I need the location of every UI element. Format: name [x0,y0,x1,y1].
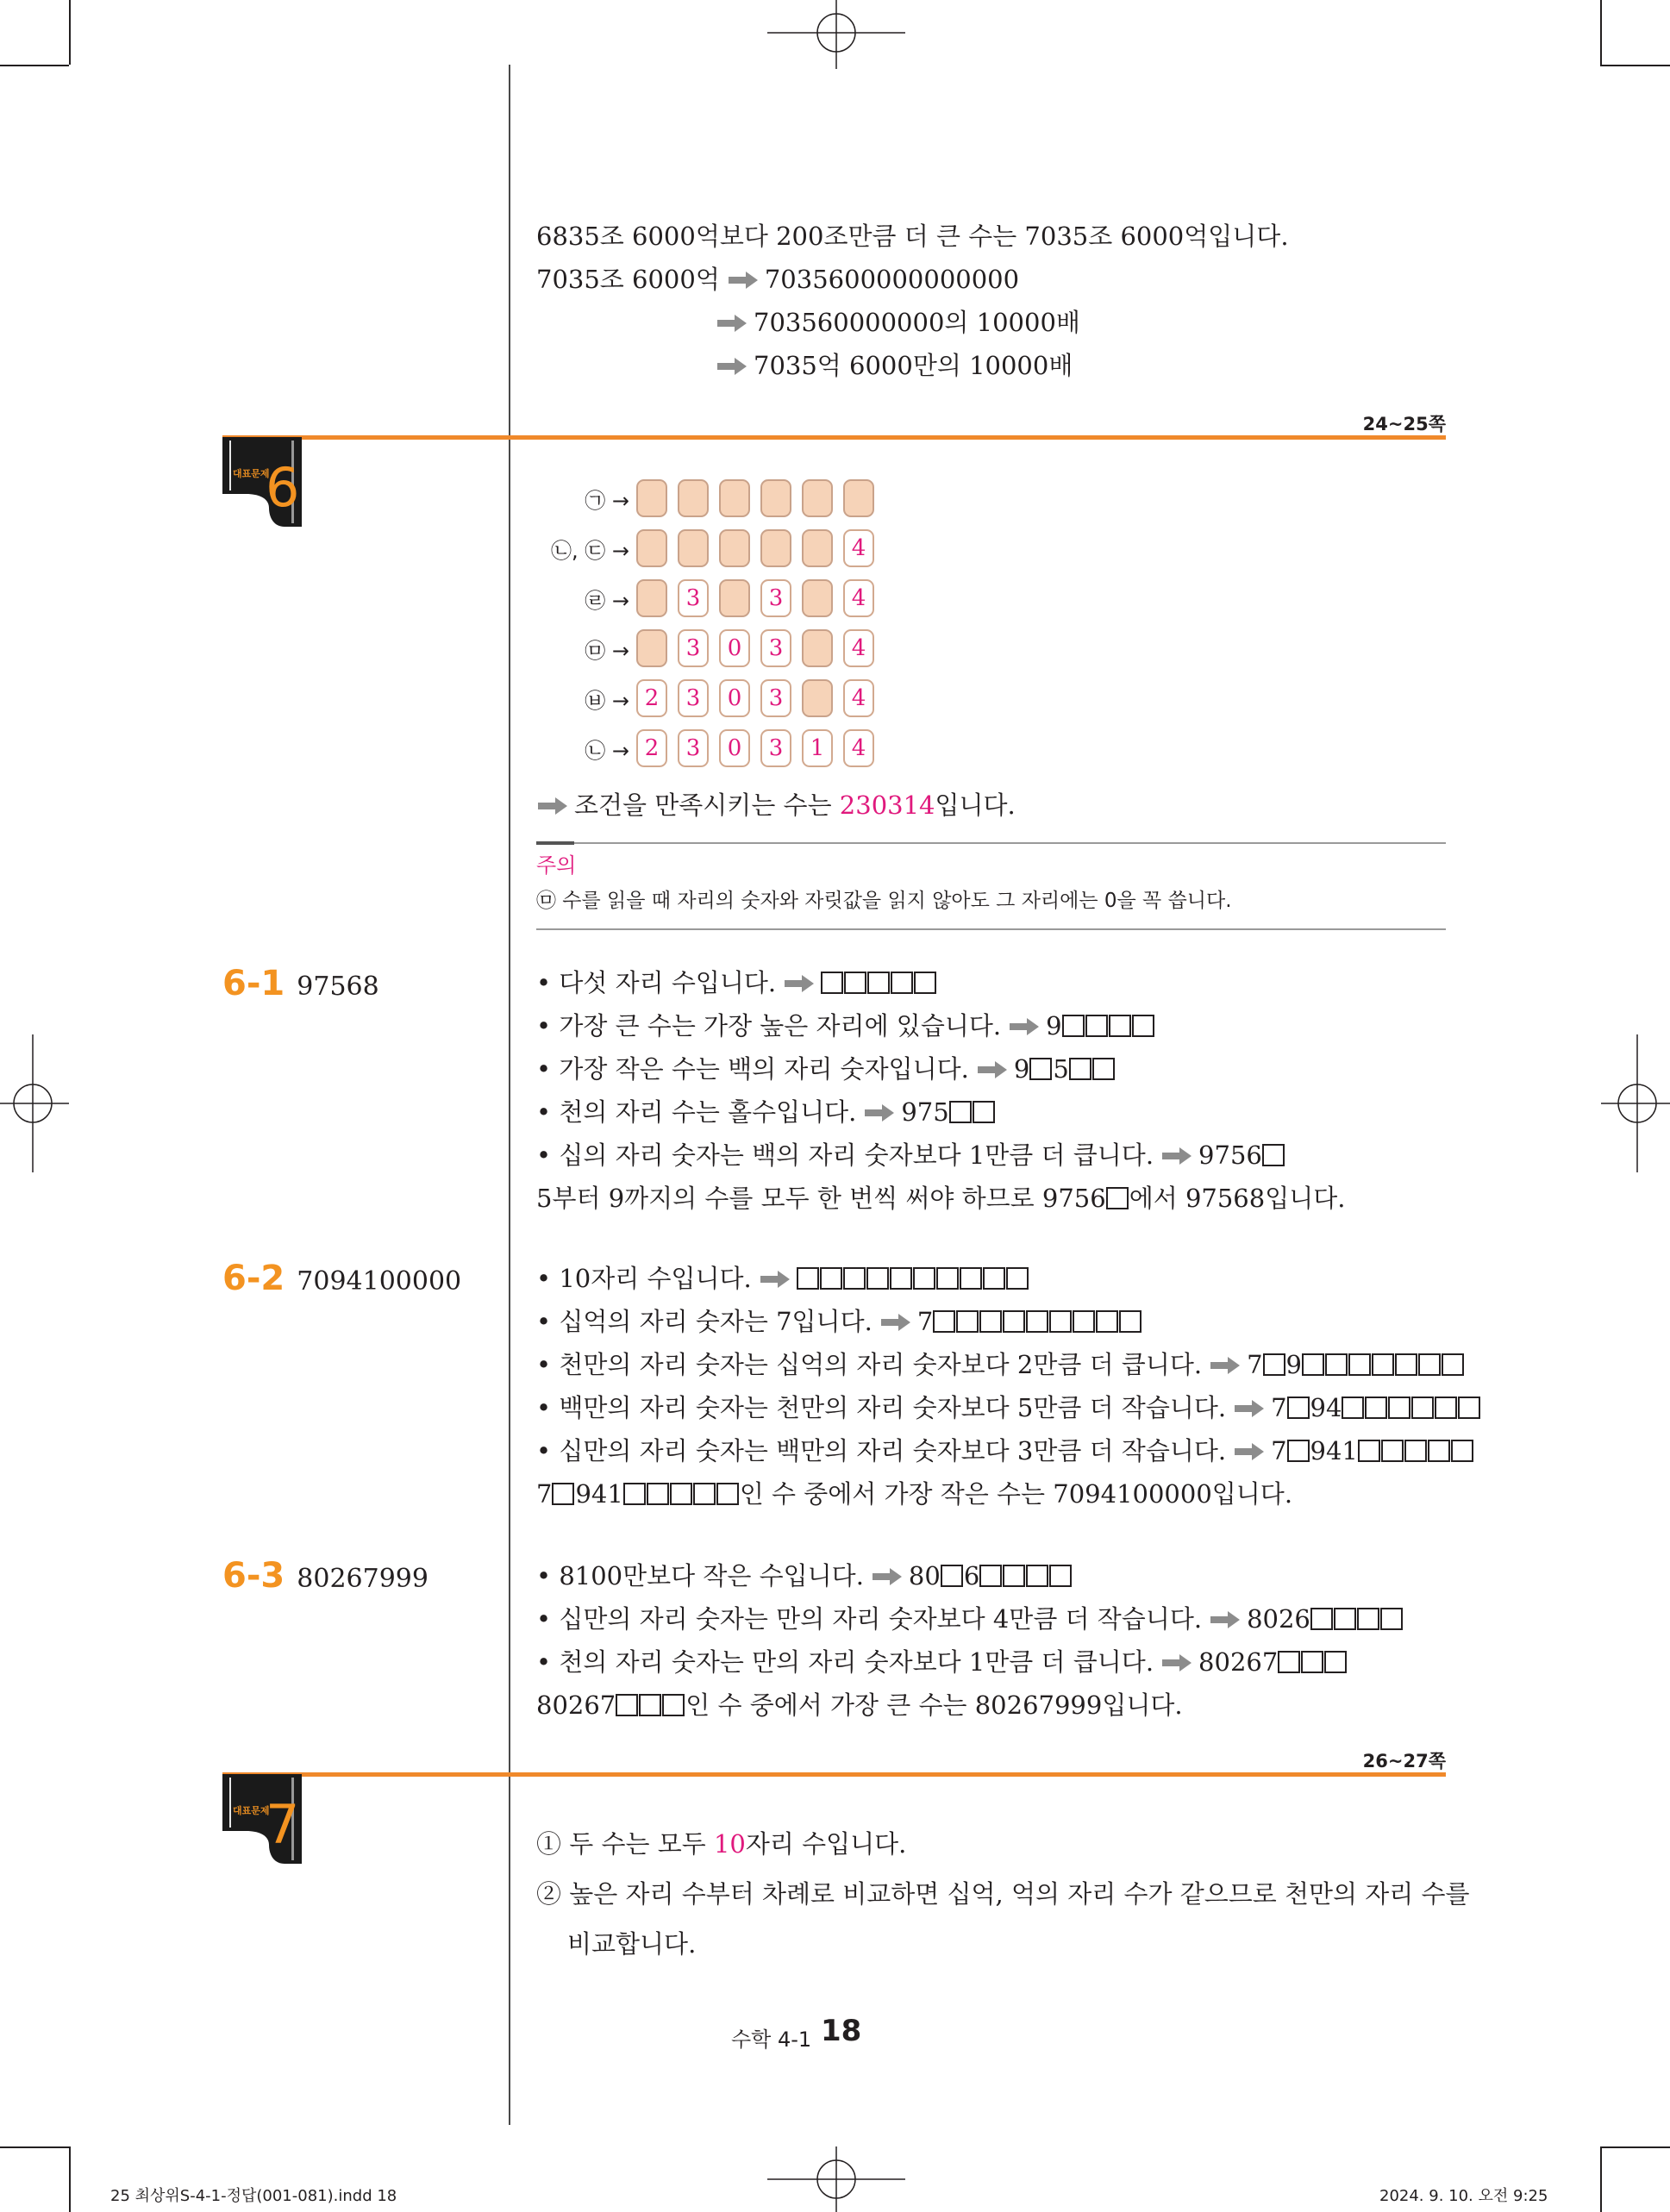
section7-item-2-line-1: ② 높은 자리 수부터 차례로 비교하면 십억, 억의 자리 수가 같으므로 천만의 자리 수를 [536,1879,1470,1909]
arrow-icon [879,1312,912,1333]
bullet-line [536,1140,1285,1170]
blank-box [1404,1440,1427,1462]
page-range-label: 24~25쪽 [1362,414,1446,434]
digit-cell [802,479,833,517]
digit-cell: 2 [636,679,667,717]
arrow-icon [783,973,816,994]
column-divider [509,65,510,2125]
grid-row [517,629,885,672]
digit-cell [678,529,709,567]
blank-box [1372,1353,1394,1376]
blank-box [936,1267,959,1290]
digit-cell: 4 [843,529,874,567]
blank-box [1106,1187,1129,1209]
crop-mark [0,65,69,66]
blank-box [1357,1608,1379,1630]
blank-box [1301,1651,1323,1673]
blank-box [1263,1353,1285,1376]
problem-6-1-label [222,964,379,1003]
result-prefix: 7 [1247,1350,1263,1379]
arrow-icon [863,1103,896,1123]
arrow-icon [1160,1146,1193,1166]
blank-box [949,1101,972,1123]
blank-box [1026,1565,1048,1587]
blank-box [1380,1608,1403,1630]
digit-cell: 4 [843,729,874,767]
blank-box [1026,1310,1048,1333]
summary-line [536,1690,1183,1720]
digit-cell: 3 [678,579,709,617]
blank-box [1325,1353,1348,1376]
registration-mark-top [767,0,905,69]
bullet-text: • 십만의 자리 숫자는 백만의 자리 숫자보다 3만큼 더 작습니다. [536,1436,1227,1465]
section7-item-1 [536,1829,906,1859]
arrow-icon [1209,1609,1242,1630]
result-prefix: 9 [1046,1011,1062,1040]
blank-box [1003,1310,1025,1333]
digit-cell [636,629,667,667]
blank-box [1049,1310,1072,1333]
blank-box [1342,1397,1364,1419]
bullet-text: • 천의 자리 숫자는 만의 자리 숫자보다 1만큼 더 큽니다. [536,1647,1154,1677]
note-top-rule [536,842,1446,844]
result-mid: 941 [1310,1436,1358,1465]
digit-cell: 3 [678,629,709,667]
blank-box [890,1267,912,1290]
crop-mark [1600,2146,1602,2212]
blank-box [844,972,866,994]
bullet-line [536,1350,1465,1379]
summary-line [536,1479,1292,1509]
badge-number: 7 [266,1793,300,1856]
intro-line-2 [536,265,1019,294]
blank-box [1435,1397,1457,1419]
section-rule [222,1772,1446,1777]
digit-cell [678,479,709,517]
digit-cell: 3 [678,679,709,717]
bullet-text: • 십억의 자리 숫자는 7입니다. [536,1307,873,1336]
blank-box [1278,1651,1300,1673]
badge-6 [222,437,305,534]
digit-cell [760,529,791,567]
bullet-line [536,1097,996,1127]
digit-cell [719,529,750,567]
digit-cell [843,479,874,517]
badge-7 [222,1774,305,1871]
bullet-line [536,1393,1481,1422]
bullet-text: • 다섯 자리 수입니다. [536,968,777,997]
item1-post: 자리 수입니다. [745,1829,907,1859]
result-mid: 9 [1285,1350,1302,1379]
blank-box [1096,1310,1118,1333]
blank-box [616,1694,638,1716]
conclusion-value: 230314 [839,790,935,820]
blank-box [867,972,890,994]
digit-cell [802,579,833,617]
item1-value: 10 [713,1829,746,1859]
blank-box [1451,1440,1473,1462]
bullet-line [536,1561,1073,1590]
grid-row [517,579,885,622]
result-mid: 6 [963,1561,980,1590]
bullet-line [536,1011,1155,1040]
grid-row-label: ㉡ → [585,738,629,763]
problem-number: 6-2 [222,1259,285,1298]
grid-row-label: ㉠ → [585,488,629,513]
result-prefix: 8026 [1247,1604,1310,1634]
registration-mark-bottom [767,2146,905,2212]
problem-number: 6-3 [222,1556,285,1596]
bullet-text: • 8100만보다 작은 수입니다. [536,1561,864,1590]
intro-line-3-text: 703560000000의 10000배 [754,308,1080,337]
section7-item-2-line-2: 비교합니다. [567,1929,697,1959]
blank-box [913,1267,935,1290]
digit-cell: 4 [843,679,874,717]
summary-post: 인 수 중에서 가장 작은 수는 7094100000입니다. [739,1479,1293,1509]
blank-box [1109,1015,1131,1037]
grid-row-label: ㉣ → [585,588,629,613]
problem-6-2-label [222,1259,461,1298]
summary-post: 인 수 중에서 가장 큰 수는 80267999입니다. [685,1690,1183,1720]
summary-line [536,1184,1345,1213]
digit-cell [719,479,750,517]
blank-box [1411,1397,1434,1419]
blank-box [1310,1608,1333,1630]
digit-cell: 4 [843,579,874,617]
blank-box [647,1483,669,1505]
arrow-icon [716,313,748,334]
note-title: 주의 [536,853,577,878]
arrow-icon [727,270,760,291]
grid-row-label: ㉤ → [585,638,629,663]
section6-conclusion [536,790,1016,820]
footer-page-number: 18 [821,2014,862,2048]
digit-cell: 3 [678,729,709,767]
blank-box [1442,1353,1464,1376]
result-prefix: 975 [901,1097,949,1127]
bullet-line [536,1647,1348,1677]
blank-box [1287,1397,1310,1419]
blank-box [1365,1397,1387,1419]
crop-mark [69,2146,71,2212]
blank-box [933,1310,955,1333]
blank-box [1302,1353,1324,1376]
result-prefix: 7 [1271,1436,1287,1465]
digit-cell: 1 [802,729,833,767]
digit-cell: 2 [636,729,667,767]
conclusion-pre: 조건을 만족시키는 수는 [574,790,840,820]
intro-line-4 [709,351,1073,380]
arrow-icon [1233,1441,1266,1462]
blank-box [1287,1440,1310,1462]
badge-label: 대표문제 [233,468,270,479]
blank-box [914,972,936,994]
bullet-line [536,1604,1404,1634]
blank-box [693,1483,716,1505]
blank-box [1003,1565,1025,1587]
blank-box [1395,1353,1417,1376]
bullet-text: • 천의 자리 수는 홀수입니다. [536,1097,857,1127]
bullet-line [536,1054,1116,1084]
arrow-icon [871,1566,904,1587]
summary-post: 에서 97568입니다. [1129,1184,1346,1213]
item1-pre: ① 두 수는 모두 [536,1829,714,1859]
summary-a: 7 [536,1479,553,1509]
blank-box [639,1694,661,1716]
blank-box [891,972,913,994]
blank-box [1334,1608,1356,1630]
problem-number: 6-1 [222,964,285,1003]
blank-box [1262,1144,1285,1166]
blank-box [1119,1310,1141,1333]
digit-cell: 3 [760,579,791,617]
blank-box [1358,1440,1380,1462]
blank-box [670,1483,692,1505]
note-rule-accent [536,841,574,845]
problem-answer: 80267999 [297,1564,428,1594]
digit-cell: 4 [843,629,874,667]
grid-row-label: ㉥ → [585,688,629,713]
bullet-line [536,1436,1474,1465]
blank-box [960,1267,982,1290]
blank-box [983,1267,1005,1290]
result-mid: 5 [1053,1054,1069,1084]
problem-6-3-label [222,1556,428,1596]
blank-box [979,1310,1002,1333]
blank-box [820,1267,842,1290]
blank-box [941,1565,963,1587]
digit-cell [760,479,791,517]
digit-cell: 0 [719,729,750,767]
blank-box [1324,1651,1347,1673]
blank-box [866,1267,889,1290]
digit-cell: 0 [719,629,750,667]
blank-box [1388,1397,1410,1419]
blank-box [716,1483,739,1505]
digit-cell: 0 [719,679,750,717]
note-bottom-rule [536,928,1446,930]
digit-cell [802,679,833,717]
digit-cell [636,529,667,567]
blank-box [1029,1058,1052,1080]
digit-cell [636,479,667,517]
intro-line-3 [709,308,1080,337]
grid-row-label: ㉡, ㉢ → [551,538,629,563]
bullet-line [536,968,937,997]
intro-line-4-text: 7035억 6000만의 10000배 [754,351,1073,380]
arrow-icon [536,796,569,816]
summary-pre: 5부터 9까지의 수를 모두 한 번씩 써야 하므로 9756 [536,1184,1106,1213]
footer-timestamp: 2024. 9. 10. 오전 9:25 [1379,2187,1548,2205]
crop-mark [69,0,71,65]
blank-box [1458,1397,1480,1419]
blank-box [973,1101,995,1123]
grid-row [517,529,885,572]
summary-b: 941 [575,1479,623,1509]
problem-answer: 97568 [297,972,379,1002]
blank-box [1381,1440,1404,1462]
intro-line-2-right: 7035600000000000 [764,265,1020,294]
blank-box [1418,1353,1441,1376]
digit-cell [802,629,833,667]
footer-file-info: 25 최상위S-4-1-정답(001-081).indd 18 [110,2187,397,2205]
crop-mark [1600,2146,1670,2148]
arrow-icon [976,1059,1009,1080]
blank-box [1062,1015,1085,1037]
blank-box [1085,1015,1108,1037]
arrow-icon [1160,1653,1193,1673]
digit-cell: 3 [760,629,791,667]
result-prefix: 7 [916,1307,934,1336]
crop-mark [0,2146,69,2148]
intro-line-1: 6835조 6000억보다 200조만큼 더 큰 수는 7035조 6000억입니다. [536,222,1289,251]
result-prefix: 80 [908,1561,941,1590]
grid-row [517,729,885,772]
bullet-text: • 10자리 수입니다. [536,1264,752,1293]
blank-box [1428,1440,1450,1462]
bullet-line [536,1307,1142,1336]
digit-cell: 3 [760,729,791,767]
blank-box [843,1267,866,1290]
bullet-text: • 가장 큰 수는 가장 높은 자리에 있습니다. [536,1011,1002,1040]
bullet-text: • 천만의 자리 숫자는 십억의 자리 숫자보다 2만큼 더 큽니다. [536,1350,1203,1379]
crop-mark [1600,65,1670,66]
conclusion-post: 입니다. [935,790,1016,820]
bullet-line [536,1264,1029,1293]
digit-cell [719,579,750,617]
blank-box [1132,1015,1154,1037]
blank-box [821,972,843,994]
badge-number: 6 [266,456,300,519]
page-range-label: 26~27쪽 [1362,1751,1446,1771]
blank-box [956,1310,979,1333]
intro-line-2-left: 7035조 6000억 [536,265,720,294]
section-rule [222,435,1446,440]
note-text: ㉤ 수를 읽을 때 자리의 숫자와 자릿값을 읽지 않아도 그 자리에는 0을 꼭 씁니다. [536,890,1232,912]
registration-mark-left [0,1034,69,1172]
digit-cell: 3 [760,679,791,717]
footer-subject: 수학 4-1 [731,2028,812,2052]
bullet-text: • 십의 자리 숫자는 백의 자리 숫자보다 1만큼 더 큽니다. [536,1140,1154,1170]
blank-box [662,1694,685,1716]
blank-box [552,1483,574,1505]
bullet-text: • 백만의 자리 숫자는 천만의 자리 숫자보다 5만큼 더 작습니다. [536,1393,1227,1422]
result-prefix: 9756 [1198,1140,1262,1170]
result-mid: 94 [1310,1393,1342,1422]
summary-a: 80267 [536,1690,616,1720]
arrow-icon [716,356,748,377]
arrow-icon [1233,1398,1266,1419]
crop-mark [1600,0,1602,65]
digit-cell [636,579,667,617]
arrow-icon [1008,1016,1041,1037]
blank-box [979,1565,1002,1587]
registration-mark-right [1601,1034,1670,1172]
blank-box [1069,1058,1091,1080]
grid-row [517,479,885,522]
blank-box [1049,1565,1072,1587]
grid-row [517,679,885,722]
arrow-icon [759,1269,791,1290]
digit-cell [802,529,833,567]
badge-label: 대표문제 [233,1805,270,1816]
problem-answer: 7094100000 [297,1266,462,1297]
blank-box [1073,1310,1095,1333]
result-prefix: 80267 [1198,1647,1279,1677]
result-prefix: 9 [1013,1054,1030,1084]
result-prefix: 7 [1271,1393,1287,1422]
bullet-text: • 가장 작은 수는 백의 자리 숫자입니다. [536,1054,969,1084]
blank-box [1006,1267,1029,1290]
blank-box [1092,1058,1115,1080]
arrow-icon [1209,1355,1242,1376]
bullet-text: • 십만의 자리 숫자는 만의 자리 숫자보다 4만큼 더 작습니다. [536,1604,1203,1634]
blank-box [797,1267,819,1290]
blank-box [623,1483,646,1505]
blank-box [1348,1353,1371,1376]
